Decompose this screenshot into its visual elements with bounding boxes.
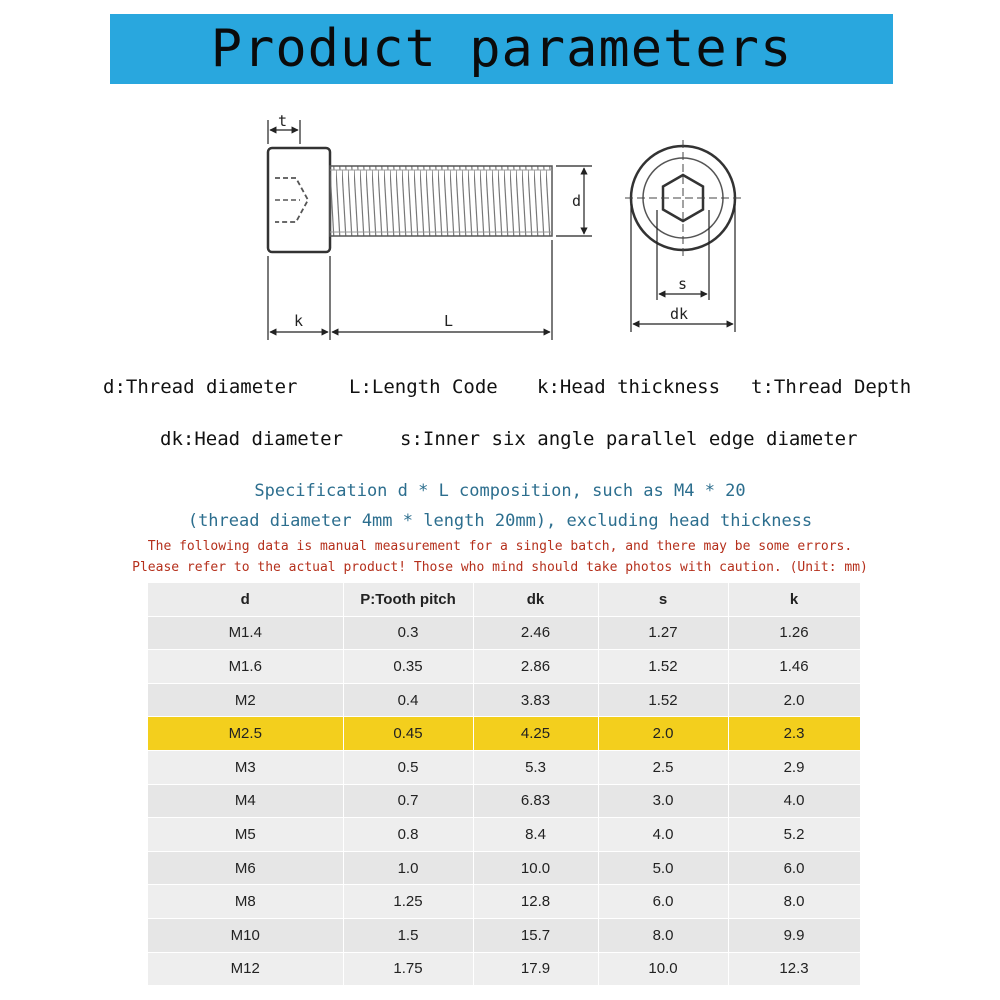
table-row (148, 851, 860, 885)
legend-head-diameter: dk:Head diameter (160, 428, 344, 450)
cell-k: 2.3 (728, 717, 860, 751)
cell-pitch: 1.75 (343, 952, 473, 986)
table-row (148, 683, 860, 717)
cell-k: 2.9 (728, 750, 860, 784)
cell-dk: 3.83 (473, 683, 598, 717)
cell-pitch: 0.8 (343, 818, 473, 852)
cell-pitch: 0.4 (343, 683, 473, 717)
cell-d: M5 (148, 818, 343, 852)
header-s: s (598, 583, 728, 616)
cell-k: 9.9 (728, 918, 860, 952)
cell-dk: 12.8 (473, 885, 598, 919)
screw-shank-side (330, 166, 552, 236)
dim-label-dk: dk (670, 305, 689, 323)
cell-pitch: 0.45 (343, 717, 473, 751)
cell-d: M2 (148, 683, 343, 717)
header-k: k (728, 583, 860, 616)
table-row (148, 650, 860, 684)
cell-d: M3 (148, 750, 343, 784)
note-caution: Please refer to the actual product! Those who mind should take photos with caution. (Unit: mm) (132, 560, 868, 575)
screw-diagram (0, 100, 1000, 355)
legend-inner-hex: s:Inner six angle parallel edge diameter (400, 428, 858, 450)
cell-pitch: 0.5 (343, 750, 473, 784)
screw-head-side (268, 148, 330, 252)
table-row (148, 616, 860, 650)
spec-composition: Specification d * L composition, such as M4 * 20 (254, 481, 746, 501)
spec-example: (thread diameter 4mm * length 20mm), excluding head thickness (187, 511, 813, 531)
cell-pitch: 1.25 (343, 885, 473, 919)
cell-d: M8 (148, 885, 343, 919)
cell-dk: 17.9 (473, 952, 598, 986)
cell-k: 6.0 (728, 851, 860, 885)
legend-head-thickness: k:Head thickness (537, 376, 721, 398)
cell-dk: 4.25 (473, 717, 598, 751)
cell-s: 2.0 (598, 717, 728, 751)
table-header-row (148, 583, 860, 616)
table-row (148, 918, 860, 952)
cell-d: M1.6 (148, 650, 343, 684)
cell-dk: 6.83 (473, 784, 598, 818)
cell-k: 2.0 (728, 683, 860, 717)
legend-thread-depth: t:Thread Depth (751, 376, 912, 398)
dim-label-t: t (278, 112, 288, 130)
cell-k: 12.3 (728, 952, 860, 986)
cell-pitch: 0.3 (343, 616, 473, 650)
cell-s: 6.0 (598, 885, 728, 919)
table-row (148, 885, 860, 919)
parameters-table (148, 583, 861, 986)
dim-label-k: k (294, 312, 304, 330)
table-row (148, 784, 860, 818)
table-row (148, 750, 860, 784)
table-row (148, 818, 860, 852)
page-title: Product parameters (210, 19, 793, 79)
table-row (148, 952, 860, 986)
screw-head-end-view (625, 140, 741, 256)
cell-dk: 2.86 (473, 650, 598, 684)
legend-thread-diameter: d:Thread diameter (103, 376, 298, 398)
cell-d: M4 (148, 784, 343, 818)
dim-label-d: d (572, 192, 582, 210)
table-row-highlighted (148, 717, 860, 751)
cell-d: M2.5 (148, 717, 343, 751)
cell-s: 2.5 (598, 750, 728, 784)
cell-s: 1.52 (598, 683, 728, 717)
note-measurement: The following data is manual measurement for a single batch, and there may be some errors. (147, 539, 853, 554)
dim-label-s: s (678, 275, 688, 293)
cell-k: 4.0 (728, 784, 860, 818)
cell-d: M6 (148, 851, 343, 885)
cell-pitch: 0.35 (343, 650, 473, 684)
header-tooth-pitch: P:Tooth pitch (343, 583, 473, 616)
cell-s: 1.27 (598, 616, 728, 650)
cell-pitch: 1.5 (343, 918, 473, 952)
cell-s: 3.0 (598, 784, 728, 818)
legend-length-code: L:Length Code (349, 376, 498, 398)
header-dk: dk (473, 583, 598, 616)
cell-s: 1.52 (598, 650, 728, 684)
cell-k: 1.26 (728, 616, 860, 650)
cell-pitch: 0.7 (343, 784, 473, 818)
cell-pitch: 1.0 (343, 851, 473, 885)
cell-dk: 2.46 (473, 616, 598, 650)
cell-k: 8.0 (728, 885, 860, 919)
cell-dk: 5.3 (473, 750, 598, 784)
header-d: d (148, 583, 343, 616)
cell-d: M10 (148, 918, 343, 952)
cell-s: 10.0 (598, 952, 728, 986)
cell-d: M1.4 (148, 616, 343, 650)
cell-dk: 8.4 (473, 818, 598, 852)
cell-dk: 10.0 (473, 851, 598, 885)
cell-k: 5.2 (728, 818, 860, 852)
title-banner (110, 14, 893, 84)
cell-k: 1.46 (728, 650, 860, 684)
dim-label-L: L (444, 312, 454, 330)
cell-s: 8.0 (598, 918, 728, 952)
cell-s: 4.0 (598, 818, 728, 852)
cell-d: M12 (148, 952, 343, 986)
cell-dk: 15.7 (473, 918, 598, 952)
cell-s: 5.0 (598, 851, 728, 885)
